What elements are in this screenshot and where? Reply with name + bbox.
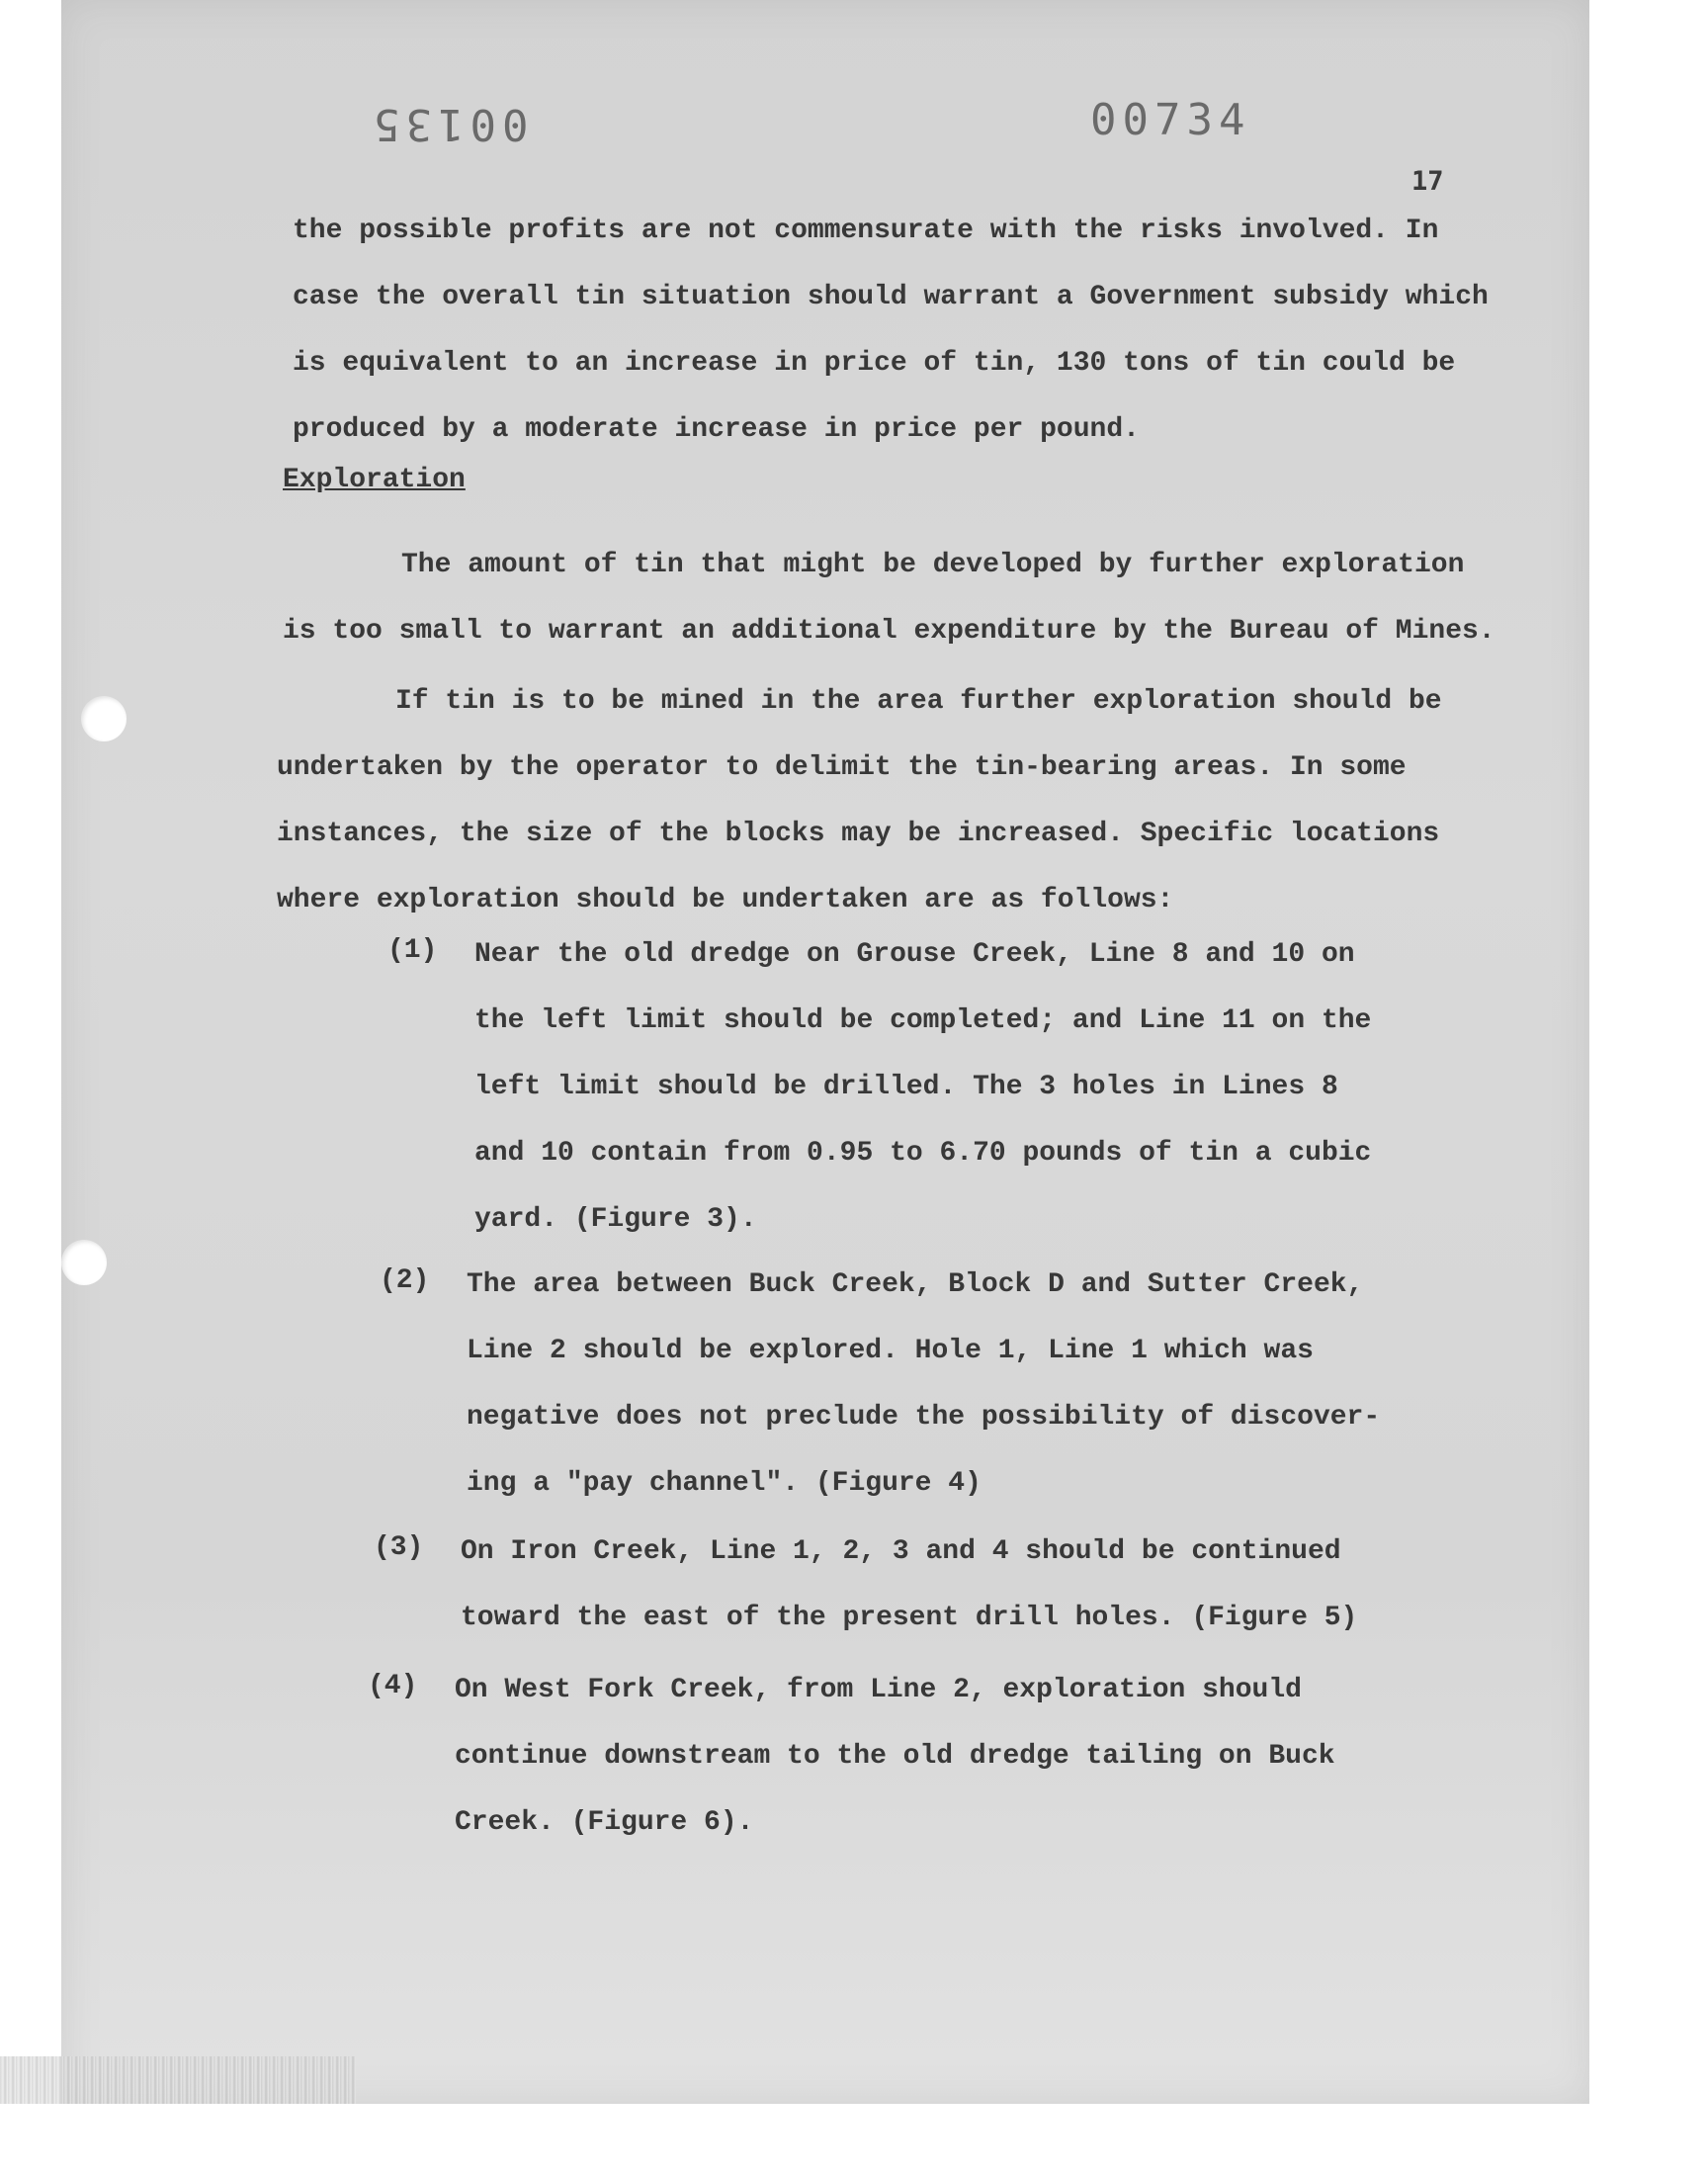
text-line: the left limit should be completed; and Line 11 on the xyxy=(474,1005,1372,1036)
text-line: Creek. (Figure 6). xyxy=(455,1807,754,1838)
text-line: If tin is to be mined in the area further exploration should be xyxy=(395,686,1442,717)
exploration-paragraph-1 xyxy=(283,532,1495,664)
text-line: yard. (Figure 3). xyxy=(474,1204,757,1235)
text-line: undertaken by the operator to delimit the tin-bearing areas. In some xyxy=(277,752,1407,783)
text-line: toward the east of the present drill holes. (Figure 5) xyxy=(461,1603,1358,1633)
list-item-body xyxy=(461,1532,1357,1665)
text-line: the possible profits are not commensurate with the risks involved. In xyxy=(293,216,1439,246)
text-line: produced by a moderate increase in price per pound. xyxy=(293,414,1140,445)
page-number: 17 xyxy=(1411,166,1444,197)
list-item-body xyxy=(474,935,1371,1266)
list-item-number: (3) xyxy=(374,1532,424,1563)
text-line: where exploration should be undertaken are as follows: xyxy=(277,885,1174,915)
text-line: The area between Buck Creek, Block D and Sutter Creek, xyxy=(467,1269,1364,1300)
punch-hole-top xyxy=(81,696,127,741)
text-line: On West Fork Creek, from Line 2, exploration should xyxy=(455,1675,1302,1705)
document-stamp-right: 00734 xyxy=(1090,95,1251,145)
list-item-body xyxy=(467,1265,1380,1530)
opening-paragraph xyxy=(293,198,1489,463)
list-item-number: (2) xyxy=(380,1265,430,1296)
scan-edge-artifact xyxy=(0,2056,356,2104)
text-line: ing a "pay channel". (Figure 4) xyxy=(467,1468,982,1499)
text-line: is too small to warrant an additional expenditure by the Bureau of Mines. xyxy=(283,616,1495,647)
exploration-paragraph-2 xyxy=(277,668,1442,933)
list-item-number: (4) xyxy=(368,1671,418,1701)
text-line: The amount of tin that might be developed by further exploration xyxy=(401,550,1465,580)
text-line: On Iron Creek, Line 1, 2, 3 and 4 should be continued xyxy=(461,1536,1341,1567)
text-line: Line 2 should be explored. Hole 1, Line 1 which was xyxy=(467,1336,1314,1366)
text-line: Near the old dredge on Grouse Creek, Line 8 and 10 on xyxy=(474,939,1355,970)
text-line: is equivalent to an increase in price of tin, 130 tons of tin could be xyxy=(293,348,1456,379)
text-line: left limit should be drilled. The 3 holes in Lines 8 xyxy=(474,1072,1338,1102)
punch-hole-bottom xyxy=(61,1240,107,1285)
text-line: negative does not preclude the possibility of discover- xyxy=(467,1402,1381,1433)
text-line: continue downstream to the old dredge tailing on Buck xyxy=(455,1741,1335,1772)
text-line: case the overall tin situation should warrant a Government subsidy which xyxy=(293,282,1489,312)
list-item-number: (1) xyxy=(387,935,438,966)
document-stamp-left: 00135 xyxy=(368,99,529,149)
text-line: and 10 contain from 0.95 to 6.70 pounds of tin a cubic xyxy=(474,1138,1372,1169)
text-line: instances, the size of the blocks may be increased. Specific locations xyxy=(277,819,1440,849)
list-item-body xyxy=(455,1671,1335,1870)
section-heading: Exploration xyxy=(283,465,466,495)
